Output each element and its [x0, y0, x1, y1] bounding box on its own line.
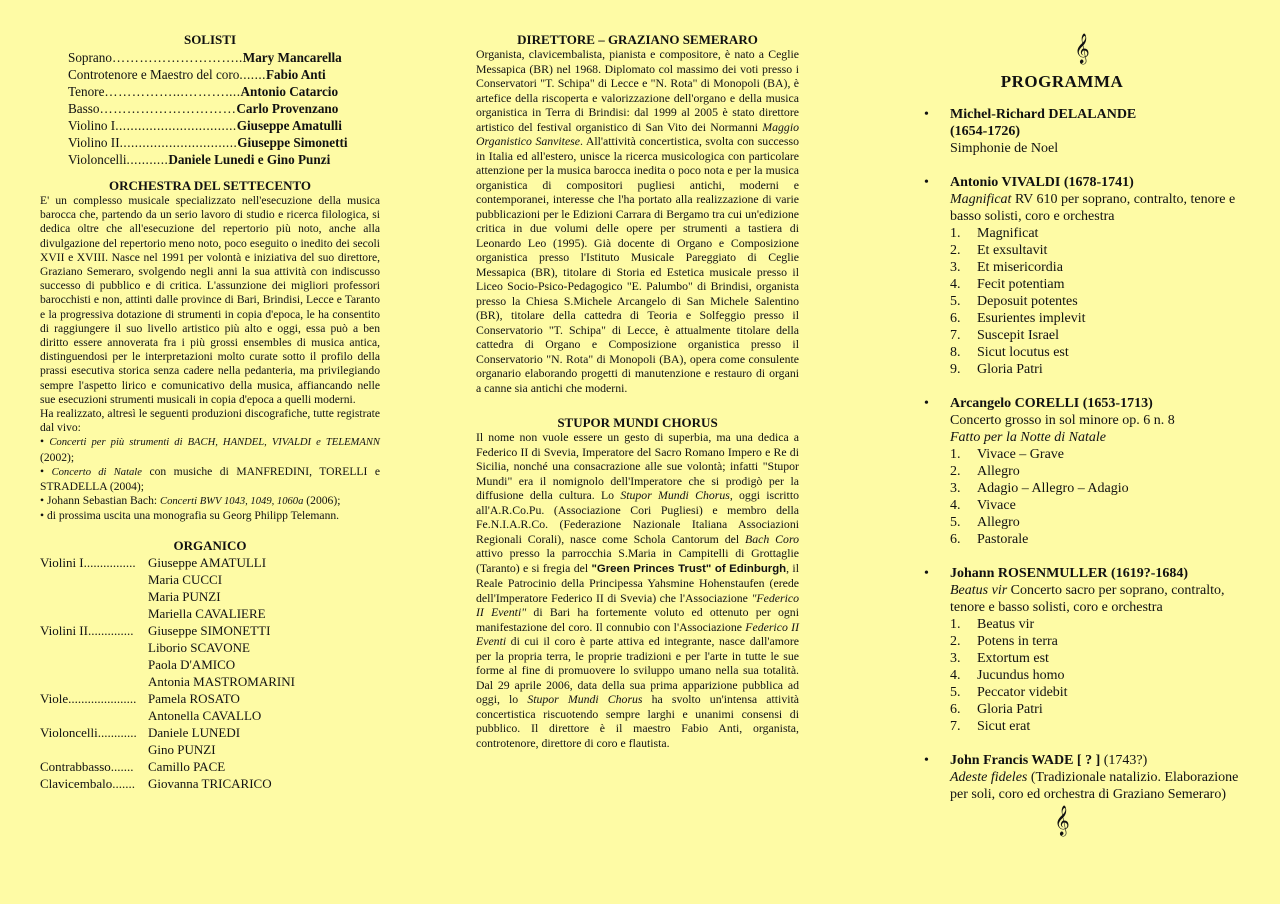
organico-name: Daniele LUNEDI	[148, 724, 241, 740]
programma-title: PROGRAMMA	[1000, 72, 1124, 91]
movement-item	[950, 225, 1242, 242]
organico-row	[40, 690, 380, 707]
movements-list	[950, 616, 1242, 735]
soloist-row	[68, 117, 380, 134]
soloist-row	[68, 66, 380, 83]
movement-name: Magnificat	[977, 226, 1039, 241]
soloist-row	[68, 151, 380, 168]
disco-rest: (2002);	[40, 450, 75, 464]
movement-name: Sicut erat	[977, 719, 1031, 734]
movement-name: Sicut locutus est	[977, 345, 1069, 360]
disco-rest: con musiche di MANFREDINI, TORELLI e STRADELLA (2004);	[40, 464, 380, 494]
disco-item	[40, 465, 380, 494]
organico-row	[40, 639, 380, 656]
bullet-icon: •	[40, 509, 45, 523]
programma-entry	[922, 565, 1242, 735]
disco-title: Concerto di Natale	[51, 466, 142, 478]
director-section	[476, 32, 799, 395]
movement-number: 5.	[950, 685, 961, 700]
movement-name: Deposuit potentes	[977, 294, 1078, 309]
composer-name: John Francis WADE [ ? ]	[950, 753, 1101, 768]
organico-name: Pamela ROSATO	[148, 690, 240, 706]
programma-entry	[922, 106, 1242, 157]
chorus-text-7: ha svolto un'intensa attività concertistica riscuotendo sempre larghi e unanimi consensi di pubblico. Il direttore è il maestro Fabio Anti, organista, controtenore, direttore di coro e flautista.	[476, 692, 800, 750]
organico-name: Liborio SCAVONE	[148, 639, 250, 655]
movement-item	[950, 514, 1242, 531]
movement-item	[950, 463, 1242, 480]
chorus-italic-2: Bach Coro	[745, 531, 799, 546]
organico-name: Paola D'AMICO	[148, 656, 236, 672]
soloist-role: Tenore	[68, 84, 105, 99]
movement-name: Potens in terra	[977, 634, 1058, 649]
organico-row	[40, 758, 380, 775]
director-text-a: Organista, clavicembalista, pianista e compositore, è nato a Ceglie Messapica (BR) nel 1968. Diplomato col massimo dei voti presso i Conservatori "T. Schipa" di Lecce e "N. Rota" di Monopoli (BA), è artefice della riscoperta e valorizzazione dell'organo e della musica organistica in Terra di Brindisi: dal 1999 al 2005 è stato direttore artistico del festival organistico di San Vito dei Normanni	[476, 47, 799, 134]
composer-name: Antonio VIVALDI (1678-1741)	[950, 175, 1134, 190]
movement-item	[950, 616, 1242, 633]
movements-list	[950, 446, 1242, 548]
soloist-dots: …………………………	[99, 101, 237, 116]
soloist-dots: ................................	[115, 118, 237, 133]
organico-role	[40, 605, 148, 622]
movement-item	[950, 276, 1242, 293]
programma-entry	[922, 395, 1242, 548]
programma-list	[922, 106, 1242, 803]
work-desc: Concerto grosso in sol minore op. 6 n. 8	[950, 413, 1175, 428]
movement-name: Fecit potentiam	[977, 277, 1065, 292]
organico-role	[40, 673, 148, 690]
soloists-list	[68, 49, 380, 168]
composer-name: Michel-Richard DELALANDE	[950, 107, 1137, 122]
movement-number: 7.	[950, 328, 961, 343]
programma-entry	[922, 752, 1242, 803]
disco-title: Concerti per più strumenti di BACH, HANDEL, VIVALDI e TELEMANN	[49, 437, 380, 449]
soloist-name: Fabio Anti	[265, 67, 326, 82]
organico-role: Clavicembalo.......	[40, 775, 135, 791]
organico-list	[40, 554, 380, 792]
movement-number: 4.	[950, 498, 961, 513]
bullet-icon: •	[924, 396, 929, 411]
movement-number: 3.	[950, 651, 961, 666]
director-title: DIRETTORE – GRAZIANO SEMERARO	[517, 32, 758, 47]
bullet-icon: •	[40, 464, 45, 478]
movement-item	[950, 684, 1242, 701]
bullet-icon: •	[924, 753, 929, 768]
chorus-italic-1: Stupor Mundi Chorus	[620, 488, 730, 502]
organico-role	[40, 741, 148, 758]
disco-item	[40, 494, 380, 509]
composer-name: Johann ROSENMULLER (1619?-1684)	[950, 566, 1189, 581]
soloist-name: Giuseppe Amatulli	[236, 118, 342, 133]
organico-role	[40, 639, 148, 656]
movement-item	[950, 701, 1242, 718]
organico-name: Giuseppe AMATULLI	[148, 554, 267, 570]
movement-item	[950, 259, 1242, 276]
disco-item	[40, 435, 380, 464]
bullet-icon: •	[40, 435, 45, 449]
work-title: Adeste fideles	[950, 770, 1028, 785]
organico-row	[40, 571, 380, 588]
soloist-role: Violino II	[68, 135, 120, 150]
work-line	[950, 140, 1242, 157]
soloists-section	[40, 32, 380, 168]
work-desc: RV 610 per soprano, contralto, tenore e basso solisti, coro e orchestra	[950, 192, 1236, 224]
movement-name: Gloria Patri	[977, 362, 1043, 377]
organico-row	[40, 656, 380, 673]
movement-name: Vivace – Grave	[977, 447, 1065, 462]
movement-number: 2.	[950, 243, 961, 258]
movement-item	[950, 650, 1242, 667]
work-title: Magnificat	[950, 192, 1012, 207]
work-desc: Concerto sacro per soprano, contralto, tenore e basso solisti, coro e orchestra	[950, 583, 1225, 615]
soloist-row	[68, 134, 380, 151]
orchestra-title: ORCHESTRA DEL SETTECENTO	[108, 178, 312, 193]
movement-name: Allegro	[977, 464, 1020, 479]
orchestra-text: E' un complesso musicale specializzato nell'esecuzione della musica barocca che, partendo da un serio lavoro di studio e ricerca filologica, si dedica oltre che all'esecuzione del repertorio più noto, anche alla divulgazione del repertorio meno noto, poco eseguito o inedito dei secoli XVII e XVIII. Nasce nel 1991 per volontà e iniziativa del suo direttore, Graziano Semeraro, svolgendo negli anni la sua attività con indiscusso successo di pubblico e di critica. L'assunzione dei migliori professori barocchisti e non, attinti dalle province di Bari, Brindisi, Lecce e Taranto e la progressiva dotazione di strumenti in copia d'epoca, le ha consentito di raggiungere il suo livello artistico più alto e oggi, essa può a ben diritto essere annoverata fra i più grossi ensembles di musica antica, distinguendosi per le interpretazioni molto curate sotto il profilo della prassi esecutiva storica senza cadere nella pedanteria, ma privilegiando sempre l'aspetto lirico e comunicativo della musica, affiancando nelle sue esecuzioni strumenti musicali in copia d'epoca a quelli moderni.	[40, 194, 380, 406]
soloist-row	[68, 49, 380, 66]
movement-number: 3.	[950, 260, 961, 275]
movement-item	[950, 327, 1242, 344]
movement-number: 1.	[950, 226, 961, 241]
movement-item	[950, 667, 1242, 684]
chorus-text-6: di cui il coro è parte attiva ed integrante, nasce dall'amore per la propria terra, le proprie tradizioni e per l'arte in tutte le sue forme al fine di promuovere lo sviluppo umano nella sua totalità. Dal 29 aprile 2006, data della sua prima apparizione pubblica ad oggi, lo	[476, 634, 799, 706]
movement-item	[950, 718, 1242, 735]
work-line	[950, 769, 1242, 803]
soloist-dots: ……………...………....	[104, 84, 241, 99]
work-desc: Simphonie de Noel	[950, 141, 1059, 156]
organico-section	[40, 538, 380, 792]
movement-item	[950, 310, 1242, 327]
movement-name: Peccator videbit	[977, 685, 1068, 700]
movement-item	[950, 293, 1242, 310]
organico-row	[40, 622, 380, 639]
organico-name: Mariella CAVALIERE	[148, 605, 266, 621]
organico-row	[40, 741, 380, 758]
composer-dates: (1654-1726)	[950, 124, 1020, 139]
composer-dates: (1743?)	[1100, 753, 1148, 768]
movement-number: 6.	[950, 702, 961, 717]
soloist-row	[68, 100, 380, 117]
bullet-icon: •	[924, 566, 929, 581]
bullet-icon: •	[924, 175, 929, 190]
movement-number: 9.	[950, 362, 961, 377]
movement-item	[950, 497, 1242, 514]
programma-entry	[922, 174, 1242, 378]
disco-title: Concerti BWV 1043, 1049, 1060a	[160, 496, 304, 508]
organico-role: Violoncelli............	[40, 724, 137, 740]
column-left	[40, 0, 380, 792]
disco-intro: Ha realizzato, altresì le seguenti produzioni discografiche, tutte registrate dal vivo:	[40, 407, 380, 435]
movement-number: 1.	[950, 617, 961, 632]
director-text	[476, 47, 799, 395]
soloist-role: Controtenore e Maestro del coro	[68, 67, 240, 82]
movement-name: Suscepit Israel	[977, 328, 1060, 343]
disco-rest: di prossima uscita una monografia su Georg Philipp Telemann.	[46, 509, 340, 523]
organico-name: Camillo PACE	[148, 758, 226, 774]
soloist-role: Soprano	[68, 50, 112, 65]
soloist-dots: .......	[239, 67, 266, 82]
organico-role: Violini II..............	[40, 622, 134, 638]
composer-line	[950, 106, 1242, 123]
disco-item	[40, 509, 380, 523]
movement-number: 1.	[950, 447, 961, 462]
work-line	[950, 191, 1242, 225]
chorus-text-3: attivo presso la parrocchia S.Maria in Campitelli di Grottaglie (Taranto) e si fregia del	[476, 546, 799, 575]
organico-row	[40, 605, 380, 622]
organico-name: Giuseppe SIMONETTI	[148, 622, 271, 638]
organico-row	[40, 775, 380, 792]
soloist-role: Violoncelli	[68, 152, 127, 167]
chorus-text-5: di Bari ha fortemente voluto ed ottenuto per ogni manifestazione del coro. Il connubio con l'Associazione	[476, 605, 799, 634]
movement-item	[950, 633, 1242, 650]
composer-name: Arcangelo CORELLI (1653-1713)	[950, 396, 1153, 411]
organico-role	[40, 656, 148, 673]
chorus-italic-3: "Federico II Eventi"	[476, 590, 799, 619]
organico-role: Contrabbasso.......	[40, 758, 134, 774]
movement-name: Adagio – Allegro – Adagio	[977, 481, 1129, 496]
soloist-name: Daniele Lunedi e Gino Punzi	[168, 152, 331, 167]
column-middle	[476, 0, 799, 750]
column-right	[922, 0, 1242, 836]
chorus-title: STUPOR MUNDI CHORUS	[557, 415, 718, 430]
director-text-b: . All'attività concertistica, svolta con successo in Italia ed all'estero, unisce la ricerca musicologica con particolare attenzione per la musica barocca inedita o poco nota e per la musica organistica di compositori pugliesi antichi, moderni e contemporanei, interesse che l'ha portato alla realizzazione di varie pubblicazioni per le Edizioni Carrara di Bergamo tra cui un'edizione critica in due volumi delle opere per strumenti a tastiera di Leonardo Leo (1995). Già docente di Organo e Composizione organistica presso l'Istituto Musicale Pareggiato di Ceglie Messapica (BR), titolare di Storia ed Estetica musicale presso il Liceo Socio-Psico-Pedagogico "E. Palumbo" di Brindisi, organista presso la Chiesa S.Michele Arcangelo di San Michele Salentino (BR), titolare della cattedra di Teoria e Solfeggio presso il Conservatorio "T. Schipa" di Lecce, è attualmente titolare della cattedra di Organo e Composizione organistica presso il Conservatorio "N. Rota" di Monopoli (BA), opera come consulente organario elaborando progetti di manutenzione e restauro di organi a canne sia antichi che moderni.	[476, 134, 799, 395]
movement-name: Et exsultavit	[977, 243, 1048, 258]
organico-name: Gino PUNZI	[148, 741, 216, 757]
movement-number: 8.	[950, 345, 961, 360]
soloist-name: Carlo Provenzano	[236, 101, 339, 116]
organico-row	[40, 724, 380, 741]
composer-line	[950, 752, 1242, 769]
movement-number: 5.	[950, 294, 961, 309]
organico-row	[40, 707, 380, 724]
organico-name: Antonella CAVALLO	[148, 707, 262, 723]
organico-name: Maria PUNZI	[148, 588, 221, 604]
organico-role: Violini I................	[40, 554, 136, 570]
chorus-text	[476, 430, 799, 750]
movement-item	[950, 361, 1242, 378]
organico-name: Giovanna TRICARICO	[148, 775, 272, 791]
movement-item	[950, 344, 1242, 361]
movement-number: 7.	[950, 719, 961, 734]
soloist-row	[68, 83, 380, 100]
soloist-dots: ...............................	[119, 135, 238, 150]
movement-name: Jucundus homo	[977, 668, 1065, 683]
work-line	[950, 582, 1242, 616]
movement-name: Et misericordia	[977, 260, 1063, 275]
chorus-text-4: , il Reale Patrocinio della Principessa Yahsmine Hohenstaufen (erede dell'Imperatore Federico II di Svevia) che l'Associazione	[476, 560, 799, 605]
soloist-name: Giuseppe Simonetti	[237, 135, 348, 150]
chorus-text-1: Il nome non vuole essere un gesto di superbia, ma una dedica a Federico II di Svevia, Imperatore del Sacro Romano Impero e Re di Sicilia, nonché una consacrazione alle sue volontà; infatti "Stupor Mundi" era il nomignolo dell'Imperatore che si prodigò per la diffusione della cultura. Lo	[476, 430, 799, 502]
soloist-role: Violino I	[68, 118, 116, 133]
work-line	[950, 412, 1242, 429]
director-text-festival: Maggio Organistico Sanvitese	[476, 119, 799, 148]
movement-name: Extortum est	[977, 651, 1049, 666]
soloist-dots: ...........	[126, 152, 169, 167]
bullet-icon: •	[924, 107, 929, 122]
work-title: Beatus vir	[950, 583, 1008, 598]
treble-clef-icon-bottom: 𝄞	[1054, 806, 1070, 836]
movement-number: 3.	[950, 481, 961, 496]
disco-pre: Johann Sebastian Bach:	[46, 494, 160, 508]
chorus-section	[476, 415, 799, 750]
movement-name: Beatus vir	[977, 617, 1035, 632]
soloist-role: Basso	[68, 101, 100, 116]
chorus-bold-1: "Green Princes Trust" of Edinburgh	[591, 562, 787, 575]
movement-item	[950, 446, 1242, 463]
composer-line	[950, 565, 1242, 582]
organico-role: Viole.....................	[40, 690, 137, 706]
movement-number: 2.	[950, 634, 961, 649]
organico-role	[40, 707, 148, 724]
movement-number: 5.	[950, 515, 961, 530]
orchestra-section	[40, 178, 380, 524]
movement-number: 2.	[950, 464, 961, 479]
soloist-name: Antonio Catarcio	[240, 84, 339, 99]
chorus-italic-4: Federico II Eventi	[476, 619, 800, 648]
treble-clef-icon: 𝄞	[1074, 34, 1090, 64]
soloists-title: SOLISTI	[183, 32, 237, 47]
soloist-dots: ………………………..	[111, 50, 243, 65]
organico-row	[40, 673, 380, 690]
movements-list	[950, 225, 1242, 378]
movement-number: 4.	[950, 668, 961, 683]
movement-name: Esurientes implevit	[977, 311, 1086, 326]
chorus-italic-5: Stupor Mundi Chorus	[527, 692, 643, 706]
movement-item	[950, 531, 1242, 548]
movement-item	[950, 242, 1242, 259]
composer-line	[950, 174, 1242, 191]
organico-name: Maria CUCCI	[148, 571, 223, 587]
movement-name: Allegro	[977, 515, 1020, 530]
organico-row	[40, 588, 380, 605]
chorus-text-2: , oggi iscritto all'A.R.Co.Pu. (Associazione Cori Pugliesi) e membro della Fe.N.I.A.R.Co. (Federazione Nazionale Italiana Associazioni Regionali Corali), nasce come Schola Cantorum del	[476, 488, 799, 546]
movement-name: Vivace	[977, 498, 1016, 513]
movement-number: 6.	[950, 311, 961, 326]
movement-name: Gloria Patri	[977, 702, 1043, 717]
composer-line	[950, 395, 1242, 412]
movement-number: 6.	[950, 532, 961, 547]
movement-name: Pastorale	[977, 532, 1029, 547]
organico-role	[40, 571, 148, 588]
disco-rest: (2006);	[303, 494, 341, 508]
discography-list	[40, 435, 380, 523]
movement-number: 4.	[950, 277, 961, 292]
movement-item	[950, 480, 1242, 497]
work-subtitle: Fatto per la Notte di Natale	[950, 430, 1106, 445]
soloist-name: Mary Mancarella	[242, 50, 342, 65]
organico-title: ORGANICO	[173, 537, 247, 553]
organico-role	[40, 588, 148, 605]
bullet-icon: •	[40, 494, 45, 508]
organico-row	[40, 554, 380, 571]
work-desc: (Tradizionale natalizio. Elaborazione per soli, coro ed orchestra di Graziano Semeraro)	[950, 770, 1239, 802]
organico-name: Antonia MASTROMARINI	[148, 673, 295, 689]
